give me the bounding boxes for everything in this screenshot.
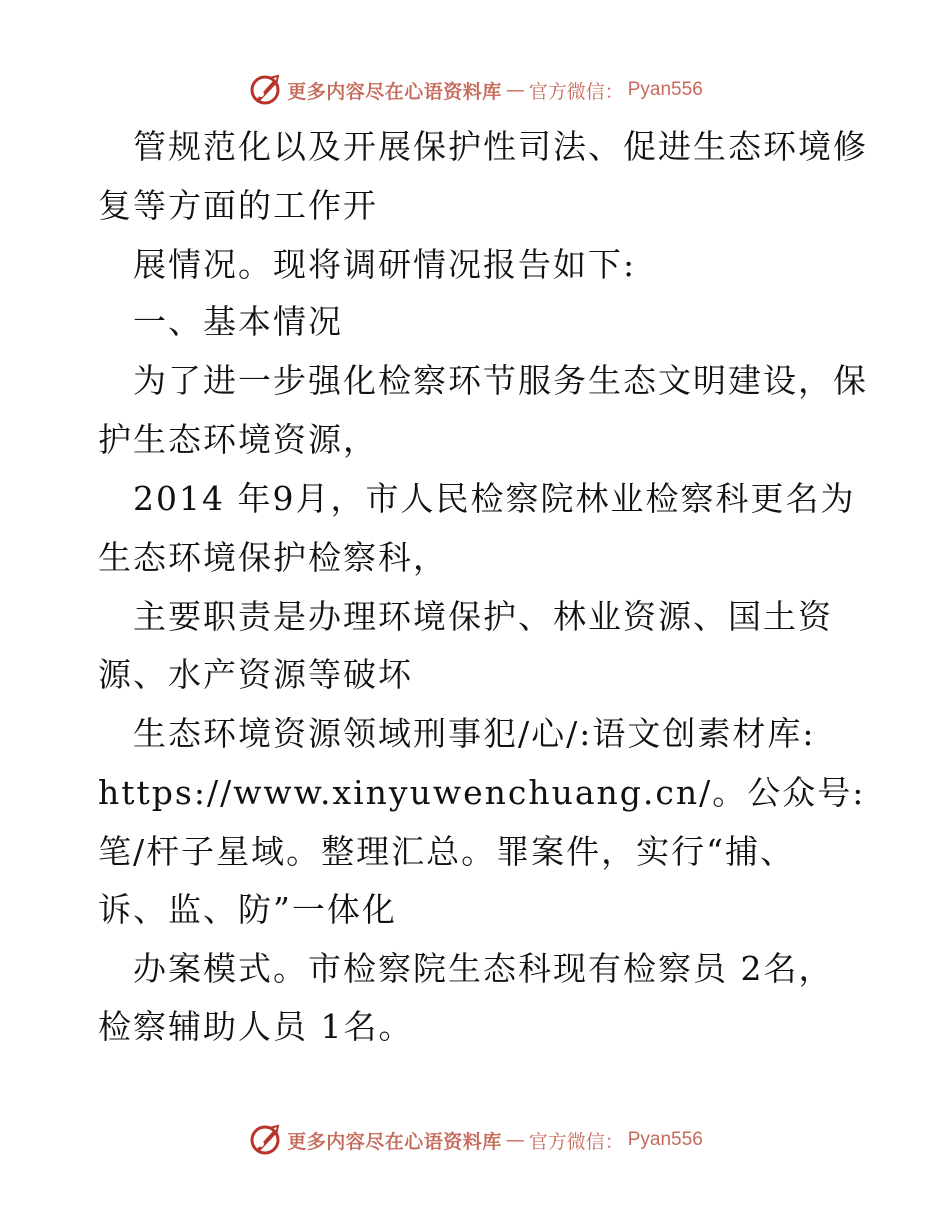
watermark-wechat-label: 官方微信： xyxy=(528,1130,624,1153)
watermark-wechat-label: 官方微信： xyxy=(528,80,624,103)
watermark-wechat-id: Pyan556 xyxy=(627,1129,703,1150)
footer-watermark xyxy=(0,1120,950,1160)
body-line: 生态环境保护检察科， xyxy=(98,538,448,577)
watermark-separator: — xyxy=(505,1129,525,1151)
body-line: 笔/杆子星域。整理汇总。罪案件，实行“捕、 xyxy=(98,832,795,871)
body-line: 诉、监、防”一体化 xyxy=(98,890,397,929)
body-line: 展情况。现将调研情况报告如下: xyxy=(133,245,637,284)
body-line: 检察辅助人员 1名。 xyxy=(98,1007,414,1046)
body-line: https://www.xinyuwenchuang.cn/。公众号: xyxy=(98,773,866,812)
watermark-separator: — xyxy=(505,79,525,101)
body-line: 生态环境资源领域刑事犯/心/:语文创素材库: xyxy=(133,714,816,753)
watermark-wechat-id: Pyan556 xyxy=(627,79,703,100)
quill-logo-icon xyxy=(247,1122,283,1158)
quill-logo-icon xyxy=(247,72,283,108)
body-line: 护生态环境资源， xyxy=(98,420,378,459)
body-line: 复等方面的工作开 xyxy=(98,186,378,225)
body-line: 源、水产资源等破坏 xyxy=(98,655,413,694)
body-line: 主要职责是办理环境保护、林业资源、国土资 xyxy=(133,597,833,636)
body-line: 管规范化以及开展保护性司法、促进生态环境修 xyxy=(133,127,868,166)
section-heading: 一、基本情况 xyxy=(133,302,343,341)
header-watermark xyxy=(0,70,950,110)
body-line: 2014 年9月，市人民检察院林业检察科更名为 xyxy=(133,479,856,518)
watermark-site-text: 更多内容尽在心语资料库 xyxy=(287,80,502,103)
watermark-site-text: 更多内容尽在心语资料库 xyxy=(287,1130,502,1153)
body-line: 为了进一步强化检察环节服务生态文明建设，保 xyxy=(133,361,868,400)
body-line: 办案模式。市检察院生态科现有检察员 2名， xyxy=(133,949,834,988)
